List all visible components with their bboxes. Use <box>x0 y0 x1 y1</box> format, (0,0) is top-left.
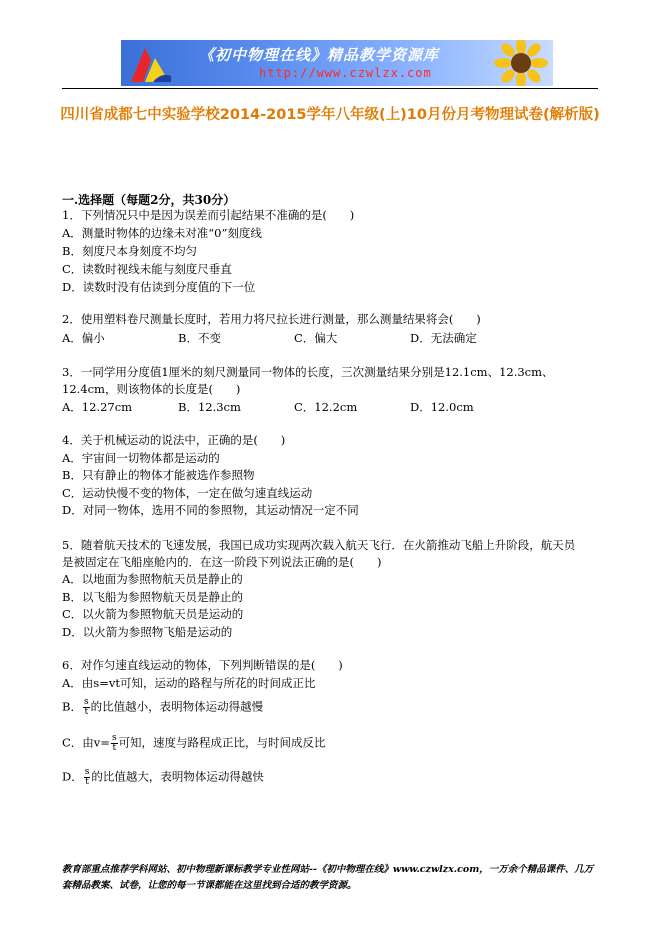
q2-stem: 2．使用塑料卷尺测量长度时，若用力将尺拉长进行测量，那么测量结果将会( ) <box>62 312 481 326</box>
q5-option-c: C．以火箭为参照物航天员是运动的 <box>62 607 244 621</box>
banner-url: http://www.czwlzx.com <box>259 66 432 80</box>
q2-option-a: A．偏小 <box>62 331 105 345</box>
fraction-numerator: s <box>83 697 89 707</box>
header-banner <box>121 40 553 86</box>
fraction-numerator: s <box>111 733 117 743</box>
q5-option-d: D．以火箭为参照物飞船是运动的 <box>62 625 233 639</box>
q6-option-c <box>62 734 326 753</box>
q4-option-a: A．宇宙间一切物体都是运动的 <box>62 451 220 465</box>
q5-option-b: B．以飞船为参照物航天员是静止的 <box>62 590 243 604</box>
q1-option-b: B．刻度尺本身刻度不均匀 <box>62 244 197 258</box>
q1-stem: 1．下列情况只中是因为误差而引起结果不准确的是( ) <box>62 208 355 222</box>
q6-option-a: A．由s=vt可知，运动的路程与所花的时间成正比 <box>62 676 316 690</box>
q4-option-d: D．对同一物体，选用不同的参照物，其运动情况一定不同 <box>62 503 359 517</box>
fraction-denominator: t <box>112 743 117 753</box>
fraction-numerator: s <box>84 767 90 777</box>
q2-option-b: B．不变 <box>178 331 221 345</box>
document-title: 四川省成都七中实验学校2014-2015学年八年级(上)10月份月考物理试卷(解析版) <box>60 107 600 123</box>
q6-option-d-text: 的比值越大，表明物体运动得越快 <box>91 769 264 784</box>
q6-option-d-label: D． <box>62 769 83 784</box>
fraction-denominator: t <box>84 707 89 717</box>
q4-option-c: C．运动快慢不变的物体，一定在做匀速直线运动 <box>62 486 313 500</box>
q5-stem-line1: 5．随着航天技术的飞速发展，我国已成功实现两次载入航天飞行．在火箭推动飞船上升阶段，航天员 <box>62 538 576 552</box>
q2-options <box>62 330 526 346</box>
q4-stem: 4．关于机械运动的说法中，正确的是( ) <box>62 433 286 447</box>
q3-option-d: D．12.0cm <box>410 400 474 414</box>
q5-stem-line2: 是被固定在飞船座舱内的．在这一阶段下列说法正确的是( ) <box>62 555 382 569</box>
sunflower-icon <box>491 40 551 86</box>
q6-option-c-text: 可知，速度与路程成正比，与时间成反比 <box>118 735 326 750</box>
q6-option-b <box>62 698 263 717</box>
q1-option-d: D．读数时没有估读到分度值的下一位 <box>62 280 256 294</box>
q3-option-a: A．12.27cm <box>62 400 133 414</box>
q6-option-c-label: C．由v= <box>62 735 110 750</box>
fraction-s-over-t <box>111 734 118 753</box>
header-divider <box>62 88 598 89</box>
q1-option-c: C．读数时视线未能与刻度尺垂直 <box>62 262 232 276</box>
fraction-s-over-t <box>84 768 91 787</box>
q3-option-b: B．12.3cm <box>178 400 241 414</box>
fraction-s-over-t <box>83 698 90 717</box>
banner-title: 《初中物理在线》精品教学资源库 <box>199 46 440 64</box>
q2-option-c: C．偏大 <box>294 331 338 345</box>
q6-option-b-label: B． <box>62 699 82 714</box>
fraction-denominator: t <box>85 777 89 787</box>
q2-option-d: D．无法确定 <box>410 331 477 345</box>
q4-option-b: B．只有静止的物体才能被选作参照物 <box>62 468 255 482</box>
q6-option-b-text: 的比值越小，表明物体运动得越慢 <box>90 699 264 714</box>
q3-stem-line2: 12.4cm，则该物体的长度是( ) <box>62 382 241 396</box>
q1-option-a: A．测量时物体的边缘未对准“0”刻度线 <box>62 226 262 240</box>
q6-stem: 6．对作匀速直线运动的物体，下列判断错误的是( ) <box>62 658 343 672</box>
q5-option-a: A．以地面为参照物航天员是静止的 <box>62 572 243 586</box>
q3-option-c: C．12.2cm <box>294 400 358 414</box>
site-logo-icon <box>125 42 173 84</box>
page-footer: 教育部重点推荐学科网站、初中物理新课标教学专业性网站--《初中物理在线》www.czwlzx.com，一万余个精品课件、几万套精品教案、试卷，让您的每一节课都能在这里找到合适的教学资源。 <box>62 864 594 891</box>
q3-stem-line1: 3．一同学用分度值1厘米的刻尺测量同一物体的长度，三次测量结果分别是12.1cm、12.3cm、 <box>62 365 554 379</box>
q3-options <box>62 399 526 415</box>
section-heading: 一.选择题（每题2分，共30分） <box>62 193 236 207</box>
q6-option-d <box>62 768 264 787</box>
